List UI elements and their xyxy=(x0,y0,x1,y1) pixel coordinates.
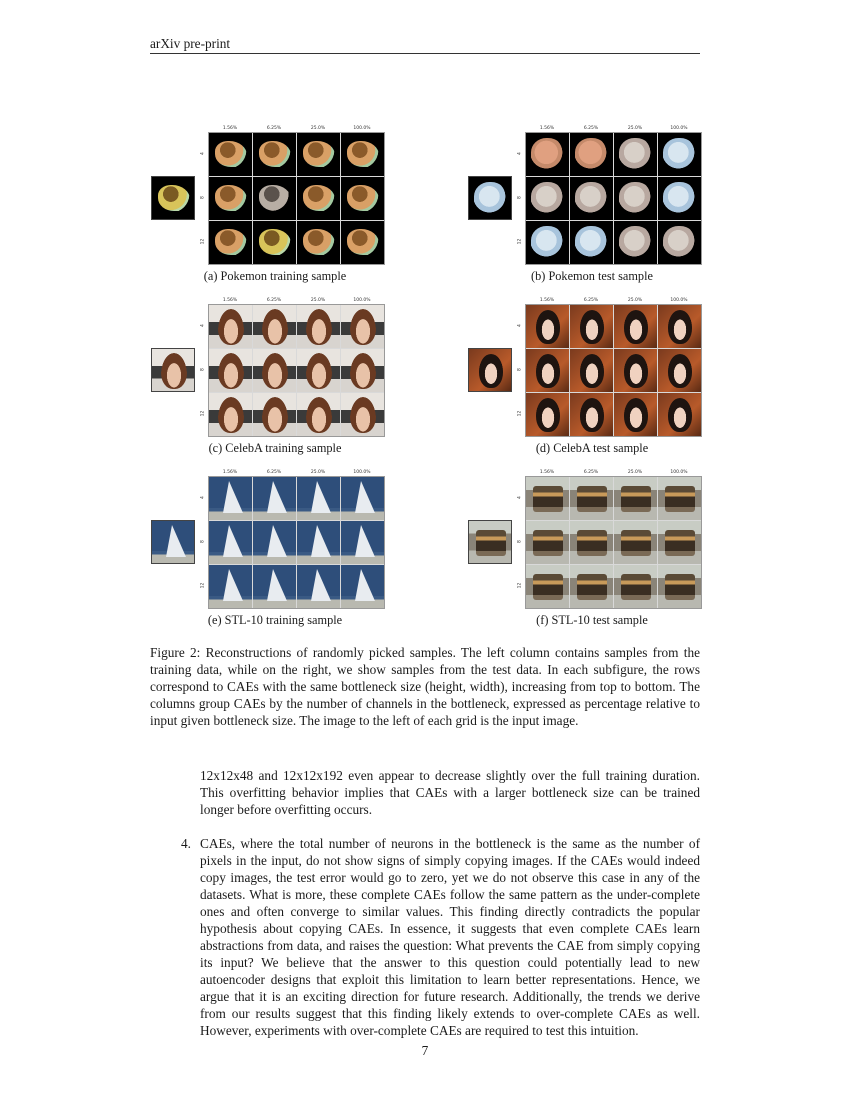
row-label: 8 xyxy=(200,196,206,199)
reconstruction-cell xyxy=(341,221,384,264)
page-number: 7 xyxy=(421,1043,429,1058)
row-label: 8 xyxy=(517,368,523,371)
reconstruction-cell xyxy=(297,393,340,436)
reconstruction-cell xyxy=(209,177,252,220)
input-image-celeba-train xyxy=(151,348,195,392)
reconstruction-cell xyxy=(209,305,252,348)
reconstruction-cell xyxy=(614,521,657,564)
reconstruction-cell xyxy=(253,133,296,176)
reconstruction-cell xyxy=(570,393,613,436)
reconstruction-cell xyxy=(526,221,569,264)
reconstruction-cell xyxy=(570,477,613,520)
reconstruction-cell xyxy=(297,565,340,608)
reconstruction-cell xyxy=(297,221,340,264)
column-labels xyxy=(208,470,384,475)
reconstruction-cell xyxy=(658,133,701,176)
header-rule xyxy=(150,53,700,54)
list-item-text: CAEs, where the total number of neurons in the bottleneck is the same as the number of pixels in the input, do not show signs of simply copying images. If the CAEs would indeed copy images, the test error would go to zero, yet we do not observe this case in any of the datasets. What is more, these complete CAEs follow the same pattern as the under-complete ones and often converge to similar values. This finding directly contradicts the popular hypothesis about copying CAEs. In essence, it suggests that even complete CAEs learn abstractions from data, and raises the question: What prevents the CAE from simply copying its input? We believe that the answer to this question could potentially lead to new autoencoder designs that exploit this limitation to learn better representations. Hence, we argue that it is an exciting direction for future research. Additionally, the trends we derive from our results suggest that this finding likely extends to over-complete CAEs as well. However, experiments with over-complete CAEs are required to test this intuition. xyxy=(200,836,700,1038)
column-labels xyxy=(525,298,701,303)
reconstruction-cell xyxy=(658,177,701,220)
column-labels xyxy=(525,126,701,131)
reconstruction-cell xyxy=(297,305,340,348)
body-paragraph: 12x12x48 and 12x12x192 even appear to decrease slightly over the full training duration. This overfitting behavior implies that CAEs with a larger bottleneck size can be trained longer before overfitting occurs. xyxy=(200,768,700,817)
reconstruction-cell xyxy=(658,565,701,608)
reconstruction-cell xyxy=(209,393,252,436)
reconstruction-cell xyxy=(570,221,613,264)
row-label: 4 xyxy=(200,496,206,499)
column-labels xyxy=(525,470,701,475)
column-label: 6.25% xyxy=(583,298,599,303)
column-label: 6.25% xyxy=(266,298,282,303)
row-label: 4 xyxy=(200,152,206,155)
column-labels xyxy=(208,126,384,131)
reconstruction-cell xyxy=(253,477,296,520)
column-label: 100.0% xyxy=(670,298,688,303)
row-label: 8 xyxy=(517,540,523,543)
subfigure-caption: (d) CelebA test sample xyxy=(535,441,649,455)
running-header: arXiv pre-print xyxy=(150,36,231,51)
column-label: 100.0% xyxy=(670,470,688,475)
input-image-pokemon-test xyxy=(468,176,512,220)
column-label: 1.56% xyxy=(539,470,555,475)
reconstruction-cell xyxy=(341,177,384,220)
column-label: 1.56% xyxy=(222,298,238,303)
reconstruction-cell xyxy=(658,221,701,264)
column-label: 100.0% xyxy=(353,298,371,303)
input-image-pokemon-train xyxy=(151,176,195,220)
reconstruction-cell xyxy=(614,305,657,348)
subfigure-caption: (a) Pokemon training sample xyxy=(203,269,347,283)
reconstruction-cell xyxy=(341,393,384,436)
row-label: 12 xyxy=(517,238,523,245)
reconstruction-cell xyxy=(526,349,569,392)
column-labels xyxy=(208,298,384,303)
reconstruction-cell xyxy=(209,477,252,520)
column-label: 25.0% xyxy=(627,470,643,475)
reconstruction-cell xyxy=(614,133,657,176)
subfigure-caption: (c) CelebA training sample xyxy=(208,441,342,455)
reconstruction-cell xyxy=(570,133,613,176)
column-label: 6.25% xyxy=(266,126,282,131)
reconstruction-cell xyxy=(253,393,296,436)
list-number: 4. xyxy=(181,836,191,851)
reconstruction-cell xyxy=(570,177,613,220)
reconstruction-cell xyxy=(209,133,252,176)
reconstruction-cell xyxy=(341,477,384,520)
reconstruction-cell xyxy=(526,177,569,220)
reconstruction-cell xyxy=(658,393,701,436)
reconstruction-cell xyxy=(253,565,296,608)
input-image-celeba-test xyxy=(468,348,512,392)
reconstruction-cell xyxy=(253,521,296,564)
reconstruction-cell xyxy=(570,521,613,564)
column-label: 25.0% xyxy=(310,126,326,131)
subfigure-caption: (b) Pokemon test sample xyxy=(531,269,653,283)
reconstruction-cell xyxy=(253,349,296,392)
column-label: 100.0% xyxy=(670,126,688,131)
reconstruction-cell xyxy=(526,305,569,348)
column-label: 100.0% xyxy=(353,126,371,131)
reconstruction-cell xyxy=(341,349,384,392)
reconstruction-cell xyxy=(209,221,252,264)
row-label: 8 xyxy=(200,368,206,371)
reconstruction-grid xyxy=(525,132,702,265)
reconstruction-cell xyxy=(341,133,384,176)
row-label: 12 xyxy=(200,238,206,245)
reconstruction-cell xyxy=(614,349,657,392)
reconstruction-cell xyxy=(341,565,384,608)
reconstruction-grid xyxy=(525,304,702,437)
reconstruction-cell xyxy=(253,177,296,220)
reconstruction-cell xyxy=(297,133,340,176)
column-label: 1.56% xyxy=(539,126,555,131)
row-label: 8 xyxy=(200,540,206,543)
reconstruction-cell xyxy=(341,305,384,348)
reconstruction-cell xyxy=(526,565,569,608)
row-label: 4 xyxy=(200,324,206,327)
column-label: 6.25% xyxy=(583,126,599,131)
reconstruction-cell xyxy=(658,521,701,564)
column-label: 1.56% xyxy=(222,470,238,475)
row-label: 12 xyxy=(200,582,206,589)
reconstruction-cell xyxy=(209,349,252,392)
column-label: 25.0% xyxy=(310,470,326,475)
reconstruction-cell xyxy=(614,221,657,264)
reconstruction-cell xyxy=(614,177,657,220)
subfigure-caption: (f) STL-10 test sample xyxy=(536,613,648,627)
reconstruction-grid xyxy=(208,132,385,265)
column-label: 1.56% xyxy=(222,126,238,131)
row-label: 12 xyxy=(200,410,206,417)
input-image-stl10-test xyxy=(468,520,512,564)
reconstruction-cell xyxy=(209,521,252,564)
row-label: 4 xyxy=(517,152,523,155)
reconstruction-cell xyxy=(209,565,252,608)
column-label: 25.0% xyxy=(310,298,326,303)
reconstruction-cell xyxy=(658,477,701,520)
reconstruction-cell xyxy=(297,349,340,392)
column-label: 25.0% xyxy=(627,126,643,131)
reconstruction-cell xyxy=(297,477,340,520)
reconstruction-cell xyxy=(253,305,296,348)
reconstruction-grid xyxy=(208,304,385,437)
input-image-stl10-train xyxy=(151,520,195,564)
reconstruction-cell xyxy=(253,221,296,264)
reconstruction-cell xyxy=(658,305,701,348)
reconstruction-cell xyxy=(526,521,569,564)
reconstruction-cell xyxy=(526,477,569,520)
reconstruction-cell xyxy=(341,521,384,564)
column-label: 100.0% xyxy=(353,470,371,475)
column-label: 6.25% xyxy=(583,470,599,475)
reconstruction-cell xyxy=(658,349,701,392)
reconstruction-cell xyxy=(570,305,613,348)
row-label: 4 xyxy=(517,496,523,499)
reconstruction-cell xyxy=(526,393,569,436)
row-label: 4 xyxy=(517,324,523,327)
reconstruction-grid xyxy=(525,476,702,609)
column-label: 1.56% xyxy=(539,298,555,303)
reconstruction-grid xyxy=(208,476,385,609)
row-label: 12 xyxy=(517,582,523,589)
row-label: 12 xyxy=(517,410,523,417)
subfigure-caption: (e) STL-10 training sample xyxy=(207,613,343,627)
reconstruction-cell xyxy=(614,477,657,520)
column-label: 6.25% xyxy=(266,470,282,475)
reconstruction-cell xyxy=(614,393,657,436)
reconstruction-cell xyxy=(297,521,340,564)
reconstruction-cell xyxy=(526,133,569,176)
reconstruction-cell xyxy=(570,565,613,608)
figure-caption: Figure 2: Reconstructions of randomly picked samples. The left column contains samples from the training data, while on the right, we show samples from the test data. In each subfigure, the rows correspond to CAEs with the same bottleneck size (height, width), increasing from top to bottom. The columns group CAEs by the number of channels in the bottleneck, expressed as percentage relative to input given bottleneck size. The image to the left of each grid is the input image. xyxy=(150,645,700,728)
row-label: 8 xyxy=(517,196,523,199)
reconstruction-cell xyxy=(570,349,613,392)
numbered-list-item xyxy=(181,835,700,1039)
reconstruction-cell xyxy=(297,177,340,220)
column-label: 25.0% xyxy=(627,298,643,303)
reconstruction-cell xyxy=(614,565,657,608)
